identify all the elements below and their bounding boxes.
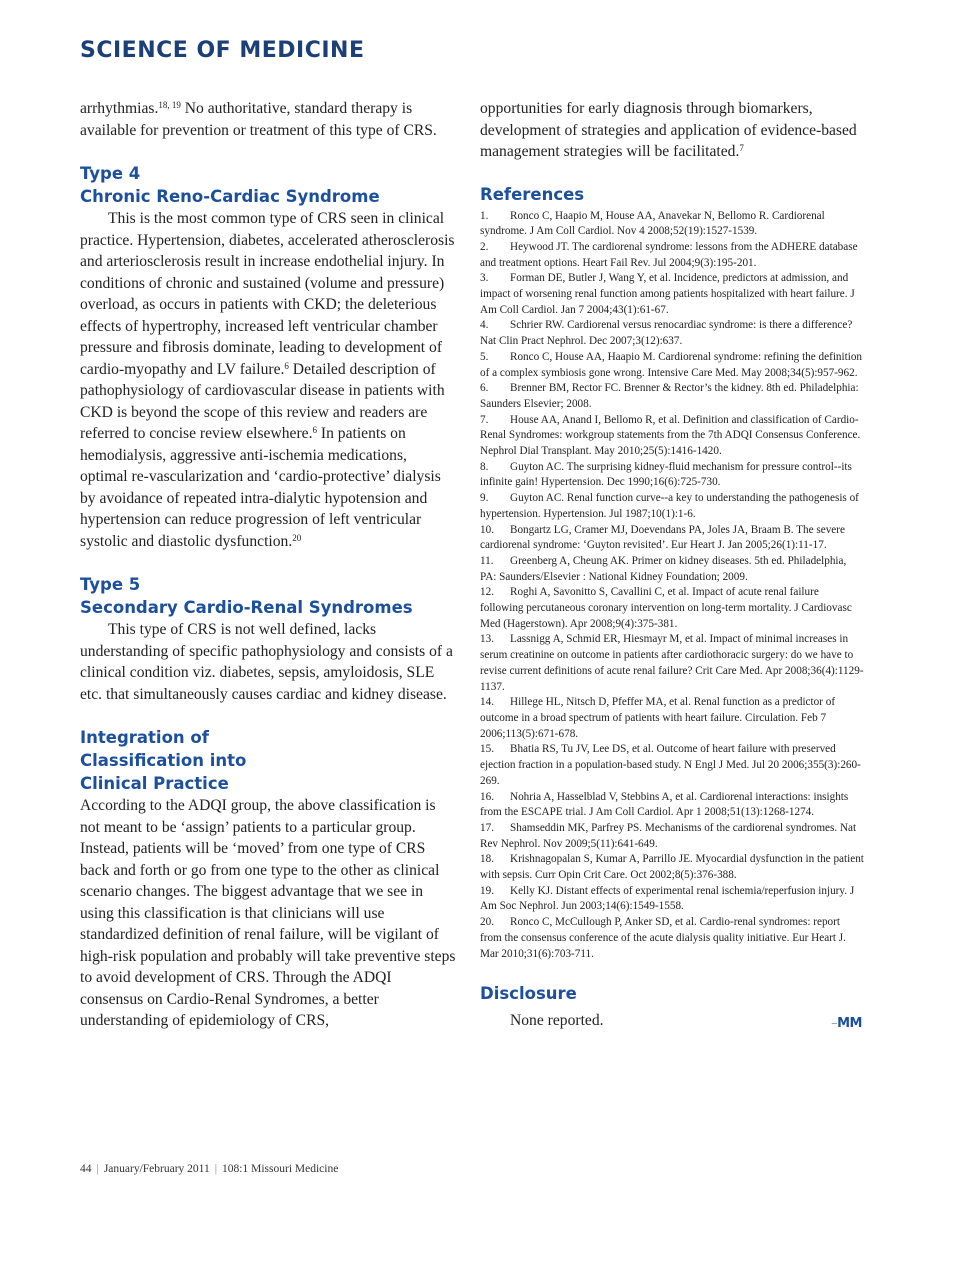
reference-number: 17. — [480, 821, 494, 834]
integration-heading: Integration of Classification into Clinical Practice — [80, 728, 247, 793]
reference-item — [480, 695, 864, 742]
reference-text: Bhatia RS, Tu JV, Lee DS, et al. Outcome of heart failure with preserved ejection fraction in a population-based study. N Engl J Med. Jul 20 2006;355(3):260-269. — [480, 743, 861, 787]
reference-number: 4. — [480, 319, 489, 332]
reference-text: Kelly KJ. Distant effects of experimental renal ischemia/reperfusion injury. J Am Soc Nephrol. Jun 2003;14(6):1549-1558. — [480, 884, 855, 913]
reference-text: Lassnigg A, Schmid ER, Hiesmayr M, et al. Impact of minimal increases in serum creatinine on outcome in patients after cardiothoracic surgery: do we have to revise current definitions of acute renal failure? Crit Care Med. Apr 2008;36(4):1129-1137. — [480, 633, 864, 693]
reference-item — [480, 381, 864, 412]
reference-text: Hillege HL, Nitsch D, Pfeffer MA, et al. Renal function as a predictor of outcome in a broad spectrum of patients with heart failure. Circulation. Feb 7 2006;113(5):671-678. — [480, 696, 836, 740]
reference-item — [480, 821, 864, 852]
reference-item — [480, 209, 864, 240]
reference-text: Bongartz LG, Cramer MJ, Doevendans PA, Joles JA, Braam B. The severe cardiorenal syndrome: ‘Guyton revisited’. Eur Heart J. Jan 2005;26(1):11-17. — [480, 523, 845, 552]
reference-text: Ronco C, House AA, Haapio M. Cardiorenal syndrome: refining the definition of a complex symbiosis gone wrong. Intensive Care Med. May 2008;34(5):957-962. — [480, 350, 863, 379]
left-column — [80, 98, 458, 1032]
reference-item — [480, 915, 864, 962]
journal-name: 108:1 Missouri Medicine — [222, 1163, 339, 1175]
page-number: 44 — [80, 1163, 92, 1175]
reference-text: Heywood JT. The cardiorenal syndrome: lessons from the ADHERE database and treatment options. Heart Fail Rev. Jul 2004;9(3):195-201. — [480, 240, 858, 269]
reference-number: 1. — [480, 209, 489, 222]
section-title: SCIENCE OF MEDICINE — [80, 38, 365, 63]
reference-item — [480, 318, 864, 349]
intro-paragraph: arrhythmias.$^{18, 19}$ No authoritative, standard therapy is available for prevention or treatment of this type of CRS. — [80, 100, 437, 139]
reference-item — [480, 884, 864, 915]
reference-number: 11. — [480, 554, 494, 567]
type5-paragraph: This type of CRS is not well defined, lacks understanding of specific pathophysiology and consists of a clinical condition viz. diabetes, sepsis, amyloidosis, SLE etc. that simultaneously causes cardiac and kidney disease. — [80, 621, 453, 703]
reference-item — [480, 240, 864, 271]
citation: 18, 19 — [158, 100, 181, 110]
reference-text: Forman DE, Butler J, Wang Y, et al. Incidence, predictors at admission, and impact of worsening renal function among patients hospitalized with heart failure. J Am Coll Cardiol. Jan 7 2004;43(1):61-67. — [480, 272, 855, 316]
reference-item — [480, 271, 864, 318]
reference-text: Shamseddin MK, Parfrey PS. Mechanisms of the cardiorenal syndromes. Nat Rev Nephrol. Nov 2009;5(11):641-649. — [480, 821, 857, 850]
reference-number: 6. — [480, 382, 489, 395]
reference-list — [480, 209, 864, 963]
reference-number: 10. — [480, 523, 494, 536]
type5-heading: Type 5 Secondary Cardio-Renal Syndromes — [80, 575, 413, 617]
citation: 7 — [739, 143, 744, 153]
reference-number: 2. — [480, 240, 489, 253]
mm-logo: –MM — [831, 1016, 862, 1032]
reference-number: 19. — [480, 884, 494, 897]
citation: 6 — [284, 360, 289, 371]
reference-text: Roghi A, Savonitto S, Cavallini C, et al. Impact of acute renal failure following percutaneous coronary intervention on long-term mortality. J Cardiovasc Med (Hagerstown). Apr 2008;9(4):375-381. — [480, 586, 852, 630]
reference-number: 15. — [480, 743, 494, 756]
citation: 6 — [312, 425, 317, 435]
reference-item — [480, 413, 864, 460]
reference-item — [480, 852, 864, 883]
reference-number: 18. — [480, 853, 494, 866]
reference-item — [480, 632, 864, 695]
integration-paragraph: According to the ADQI group, the above classification is not meant to be ‘assign’ patients to a particular group. Instead, patients will be ‘moved’ from one type of CRS back and forth or go from one type to the other as clinical scenario changes. The biggest advantage that we see in using this classification is that clinicians will use standardized definition of renal failure, will be vigilant of high-risk population and probably will take preventive steps to avoid development of CRS. Through the ADQI consensus on Cardio-Renal Syndromes, a better understanding of epidemiology of CRS, — [80, 797, 456, 1029]
reference-item — [480, 585, 864, 632]
reference-text: Guyton AC. Renal function curve--a key to understanding the pathogenesis of hypertension. Hypertension. Jul 1987;10(1):1-6. — [480, 492, 859, 520]
disclosure-heading: Disclosure — [480, 984, 577, 1004]
issue-date: January/February 2011 — [103, 1163, 210, 1175]
reference-item — [480, 790, 864, 821]
reference-item — [480, 742, 864, 789]
reference-number: 5. — [480, 350, 489, 363]
reference-text: Brenner BM, Rector FC. Brenner & Rector’s the kidney. 8th ed. Philadelphia: Saunders Elsevier; 2008. — [480, 382, 859, 410]
reference-number: 9. — [480, 492, 489, 505]
reference-text: Schrier RW. Cardiorenal versus renocardiac syndrome: is there a difference? Nat Clin Pract Nephrol. Dec 2007;3(12):637. — [480, 319, 853, 348]
reference-item — [480, 350, 864, 381]
reference-number: 14. — [480, 696, 494, 709]
reference-number: 13. — [480, 633, 494, 646]
reference-number: 20. — [480, 916, 494, 929]
reference-item — [480, 523, 864, 554]
reference-text: Guyton AC. The surprising kidney-fluid mechanism for pressure control--its infinite gain! Hypertension. Dec 1990;16(6):725-730. — [480, 460, 852, 489]
reference-item — [480, 491, 864, 522]
reference-number: 16. — [480, 790, 494, 803]
references-heading: References — [480, 184, 585, 204]
disclosure-text: None reported. — [510, 1012, 604, 1030]
page-footer: 44 | January/February 2011 | 108:1 Missouri Medicine — [80, 1163, 339, 1175]
reference-number: 12. — [480, 586, 494, 599]
reference-item — [480, 554, 864, 585]
reference-text: House AA, Anand I, Bellomo R, et al. Definition and classification of Cardio-Renal Syndromes: workgroup statements from the 7th ADQI Consensus Conference. Nephrol Dial Transplant. May 2010;25(5):1416-1420. — [480, 413, 861, 458]
reference-text: Ronco C, Haapio M, House AA, Anavekar N, Bellomo R. Cardiorenal syndrome. J Am Coll Cardiol. Nov 4 2008;52(19):1527-1539. — [480, 209, 825, 238]
right-column — [480, 98, 864, 1032]
reference-number: 8. — [480, 460, 489, 473]
continuation-paragraph: opportunities for early diagnosis through biomarkers, development of strategies and application of evidence-based management strategies will be facilitated.$^7$ — [480, 100, 857, 160]
type4-paragraph: This is the most common type of CRS seen in clinical practice. Hypertension, diabetes, accelerated atherosclerosis and arteriosclerosis result in increase endothelial injury. In conditions of chronic and sustained (volume and pressure) overload, as occurs in patients with CKD; the deleterious effects of hypertrophy, increased left ventricular chamber pressure and fibrosis dominate, leading to development of cardio-myopathy and LV failure.$^6$ Detailed description of pathophysiology of cardiovascular disease in patients with CKD is beyond the scope of this review and readers are referred to concise review elsewhere.$^6$ In patients on hemodialysis, aggressive anti-ischemia medications, optimal re-vascularization and ‘cardio-protective’ dialysis by avoidance of repeated intra-dialytic hypotension and hypertension can reduce progression of left ventricular systolic and diastolic dysfunction.$^{20}$ — [80, 210, 455, 550]
reference-text: Nohria A, Hasselblad V, Stebbins A, et al. Cardiorenal interactions: insights from the ESCAPE trial. J Am Coll Cardiol. Apr 1 2008;51(13):1268-1274. — [480, 790, 849, 819]
reference-text: Greenberg A, Cheung AK. Primer on kidney diseases. 5th ed. Philadelphia, PA: Saunders/Elsevier : National Kidney Foundation; 2009. — [480, 554, 847, 583]
citation: 20 — [292, 532, 302, 543]
reference-text: Krishnagopalan S, Kumar A, Parrillo JE. Myocardial dysfunction in the patient with sepsis. Curr Opin Crit Care. Oct 2002;8(5):376-388. — [480, 853, 864, 882]
type4-heading: Type 4 Chronic Reno-Cardiac Syndrome — [80, 164, 380, 206]
reference-text: Ronco C, McCullough P, Anker SD, et al. Cardio-renal syndromes: report from the consensus conference of the acute dialysis quality initiative. Eur Heart J. Mar 2010;31(6):703-711. — [480, 916, 846, 960]
reference-number: 3. — [480, 272, 489, 285]
reference-number: 7. — [480, 413, 489, 426]
reference-item — [480, 460, 864, 491]
